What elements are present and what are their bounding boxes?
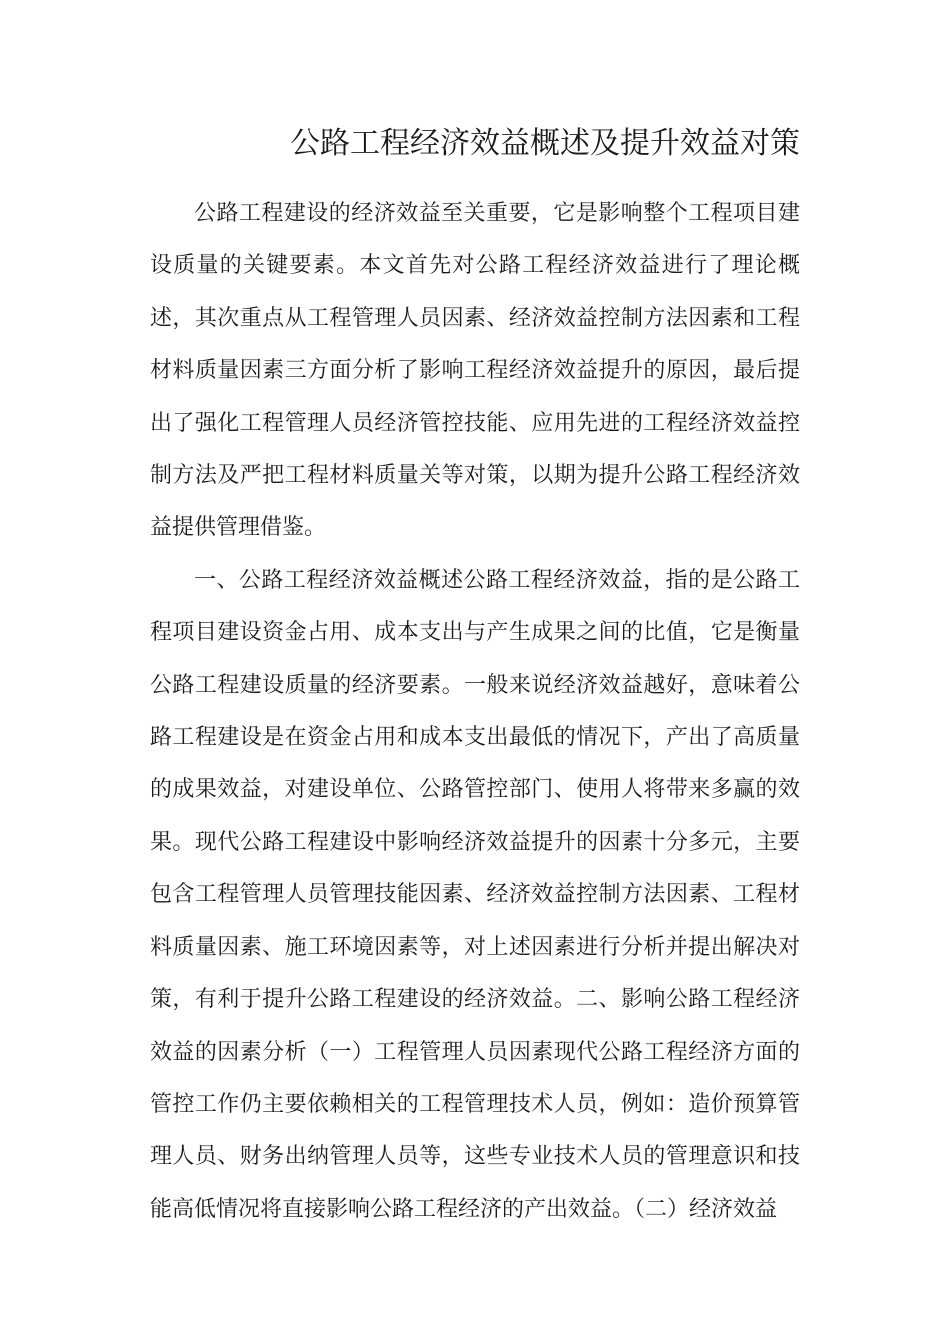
paragraph-section-one: 一、公路工程经济效益概述公路工程经济效益，指的是公路工程项目建设资金占用、成本支出与产生成果之间的比值，它是衡量公路工程建设质量的经济要素。一般来说经济效益越好，意味着公路工程建设是在资金占用和成本支出最低的情况下，产出了高质量的成果效益，对建设单位、公路管控部门、使用人将带来多赢的效果。现代公路工程建设中影响经济效益提升的因素十分多元，主要包含工程管理人员管理技能因素、经济效益控制方法因素、工程材料质量因素、施工环境因素等，对上述因素进行分析并提出解决对策，有利于提升公路工程建设的经济效益。二、影响公路工程经济效益的因素分析（一）工程管理人员因素现代公路工程经济方面的管控工作仍主要依赖相关的工程管理技术人员，例如：造价预算管理人员、财务出纳管理人员等，这些专业技术人员的管理意识和技能高低情况将直接影响公路工程经济的产出效益。（二）经济效益 [150, 567, 800, 1222]
document-body [150, 188, 800, 1236]
paragraph-abstract: 公路工程建设的经济效益至关重要，它是影响整个工程项目建设质量的关键要素。本文首先对公路工程经济效益进行了理论概述，其次重点从工程管理人员因素、经济效益控制方法因素和工程材料质量因素三方面分析了影响工程经济效益提升的原因，最后提出了强化工程管理人员经济管控技能、应用先进的工程经济效益控制方法及严把工程材料质量关等对策，以期为提升公路工程经济效益提供管理借鉴。 [150, 201, 800, 541]
document-title: 公路工程经济效益概述及提升效益对策 [290, 126, 800, 161]
